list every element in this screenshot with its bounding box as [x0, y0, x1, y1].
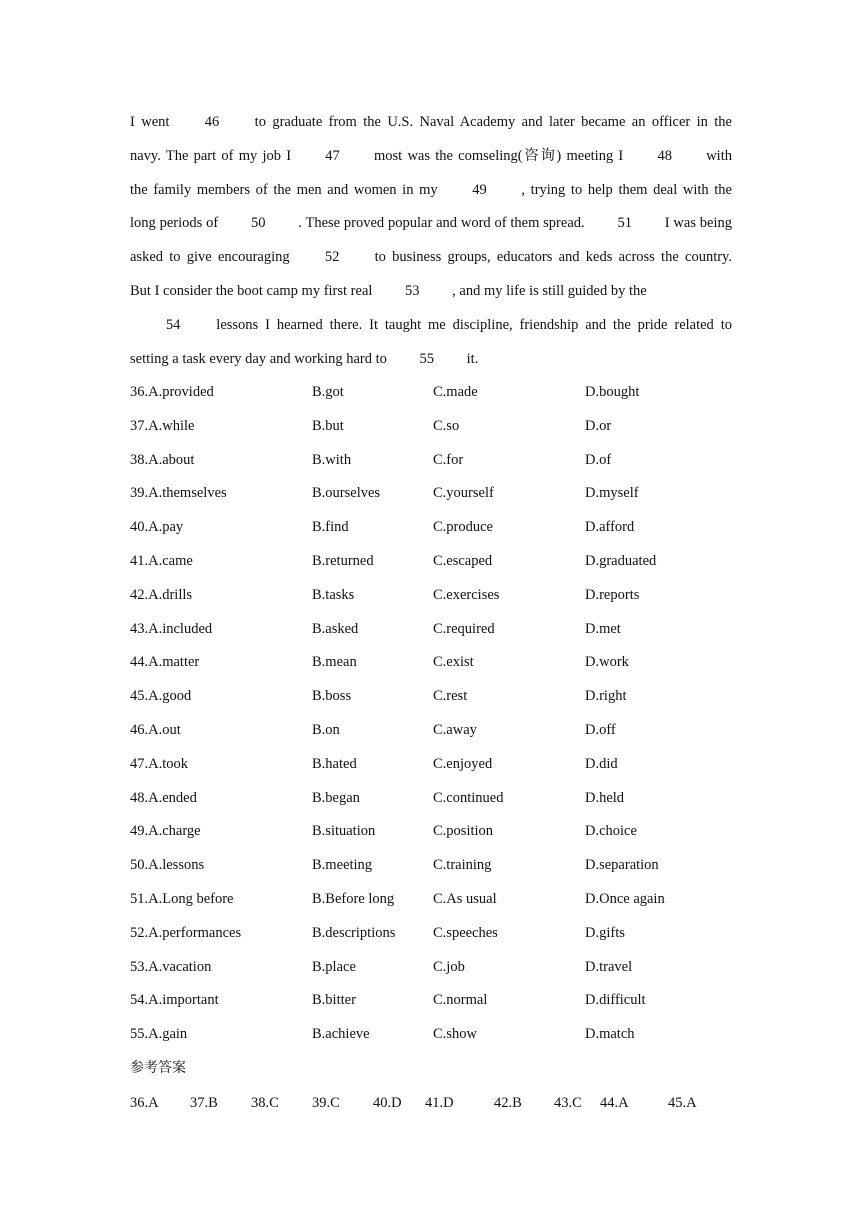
option-a: 39.A.themselves	[130, 485, 227, 502]
option-b: B.place	[312, 958, 356, 975]
answer-item: 43.C	[554, 1095, 582, 1111]
answer-item: 44.A	[600, 1095, 629, 1111]
option-a: 50.A.lessons	[130, 857, 205, 874]
option-c: C.job	[433, 958, 465, 975]
question-row	[130, 650, 750, 684]
question-row	[130, 414, 750, 448]
option-b: B.tasks	[312, 586, 355, 603]
option-b: B.with	[312, 451, 352, 468]
passage-line: But I consider the boot camp my first real 53 , and my life is still guided by the	[130, 282, 647, 299]
option-a: 46.A.out	[130, 721, 181, 738]
option-c: C.produce	[433, 519, 493, 536]
option-a: 51.A.Long before	[130, 890, 234, 907]
option-a: 55.A.gain	[130, 1026, 188, 1043]
option-d: D.met	[585, 620, 621, 637]
answer-item: 40.D	[373, 1095, 402, 1111]
cloze-passage	[130, 110, 732, 380]
option-a: 48.A.ended	[130, 789, 197, 806]
option-a: 40.A.pay	[130, 519, 184, 536]
passage-line: I went 46 to graduate from the U.S. Naval Academy and later became an officer in the	[130, 114, 732, 130]
question-row	[130, 448, 750, 482]
answers-heading: 参考答案	[130, 1060, 186, 1076]
question-row	[130, 481, 750, 515]
question-row	[130, 988, 750, 1022]
option-b: B.find	[312, 519, 349, 536]
option-b: B.boss	[312, 688, 352, 705]
option-c: C.show	[433, 1026, 477, 1043]
question-row	[130, 515, 750, 549]
option-c: C.rest	[433, 688, 468, 705]
option-b: B.meeting	[312, 857, 373, 874]
passage-line: long periods of 50 . These proved popular and word of them spread. 51 I was being	[130, 215, 732, 232]
question-row	[130, 549, 750, 583]
passage-line: asked to give encouraging 52 to business groups, educators and keds across the country.	[130, 249, 732, 266]
option-c: C.exercises	[433, 586, 500, 603]
option-b: B.got	[312, 384, 344, 400]
option-b: B.but	[312, 417, 344, 434]
question-row	[130, 752, 750, 786]
question-row	[130, 684, 750, 718]
question-row	[130, 1022, 750, 1056]
option-d: D.bought	[585, 384, 640, 400]
option-d: D.separation	[585, 857, 659, 874]
option-a: 43.A.included	[130, 620, 213, 637]
option-d: D.or	[585, 417, 612, 434]
option-c: C.escaped	[433, 552, 493, 569]
option-d: D.match	[585, 1026, 635, 1043]
option-c: C.so	[433, 417, 460, 434]
option-d: D.gifts	[585, 924, 625, 941]
question-row	[130, 921, 750, 955]
option-a: 47.A.took	[130, 755, 188, 772]
answer-key	[130, 1091, 750, 1115]
answer-item: 37.B	[190, 1095, 218, 1111]
option-c: C.made	[433, 384, 478, 400]
option-b: B.began	[312, 789, 360, 806]
option-b: B.bitter	[312, 992, 356, 1009]
answer-item: 42.B	[494, 1095, 522, 1111]
option-b: B.ourselves	[312, 485, 381, 502]
option-c: C.enjoyed	[433, 755, 493, 772]
option-c: C.position	[433, 823, 494, 840]
option-c: C.continued	[433, 789, 504, 806]
option-d: D.Once again	[585, 890, 665, 907]
option-d: D.of	[585, 451, 612, 468]
option-d: D.off	[585, 721, 616, 738]
passage-line: setting a task every day and working hard to 55 it.	[130, 350, 479, 367]
option-b: B.situation	[312, 823, 376, 840]
question-row	[130, 819, 750, 853]
option-a: 41.A.came	[130, 552, 193, 569]
option-b: B.achieve	[312, 1026, 370, 1043]
passage-line: the family members of the men and women in my 49 , trying to help them deal with the	[130, 181, 732, 198]
answer-item: 45.A	[668, 1095, 697, 1111]
option-b: B.descriptions	[312, 924, 396, 941]
option-b: B.mean	[312, 654, 357, 671]
option-a: 45.A.good	[130, 688, 192, 705]
option-d: D.afford	[585, 519, 635, 536]
question-row	[130, 955, 750, 989]
option-c: C.exist	[433, 654, 474, 671]
answer-item: 38.C	[251, 1095, 279, 1111]
question-row	[130, 583, 750, 617]
option-c: C.away	[433, 721, 477, 738]
option-c: C.training	[433, 857, 492, 874]
answer-item: 39.C	[312, 1095, 340, 1111]
option-b: B.Before long	[312, 890, 395, 907]
question-options-list	[130, 380, 750, 1056]
question-row	[130, 617, 750, 651]
option-d: D.choice	[585, 823, 637, 840]
option-a: 54.A.important	[130, 992, 219, 1009]
passage-line: 54 lessons I hearned there. It taught me discipline, friendship and the pride related to	[130, 316, 732, 333]
option-c: C.normal	[433, 992, 488, 1009]
option-d: D.right	[585, 688, 627, 705]
question-row	[130, 786, 750, 820]
passage-line: navy. The part of my job I 47 most was the comseling(咨询) meeting I 48 with	[130, 147, 732, 164]
option-d: D.travel	[585, 958, 633, 975]
option-a: 42.A.drills	[130, 586, 193, 603]
option-d: D.myself	[585, 485, 639, 502]
option-a: 36.A.provided	[130, 384, 214, 400]
option-c: C.speeches	[433, 924, 498, 941]
option-c: C.required	[433, 620, 495, 637]
option-d: D.held	[585, 789, 625, 806]
option-b: B.returned	[312, 552, 374, 569]
option-a: 52.A.performances	[130, 924, 242, 941]
option-b: B.hated	[312, 755, 357, 772]
question-row	[130, 887, 750, 921]
option-d: D.difficult	[585, 992, 646, 1009]
question-row	[130, 718, 750, 752]
option-d: D.work	[585, 654, 629, 671]
option-d: D.did	[585, 755, 618, 772]
option-b: B.on	[312, 721, 340, 738]
option-d: D.reports	[585, 586, 640, 603]
question-row	[130, 853, 750, 887]
answer-item: 36.A	[130, 1095, 159, 1111]
option-a: 53.A.vacation	[130, 958, 212, 975]
answer-item: 41.D	[425, 1095, 454, 1111]
option-a: 38.A.about	[130, 451, 195, 468]
option-d: D.graduated	[585, 552, 657, 569]
option-a: 37.A.while	[130, 417, 195, 434]
option-b: B.asked	[312, 620, 359, 637]
option-a: 44.A.matter	[130, 654, 200, 671]
option-c: C.As usual	[433, 890, 497, 907]
option-a: 49.A.charge	[130, 823, 201, 840]
question-row	[130, 380, 750, 414]
option-c: C.for	[433, 451, 464, 468]
option-c: C.yourself	[433, 485, 494, 502]
